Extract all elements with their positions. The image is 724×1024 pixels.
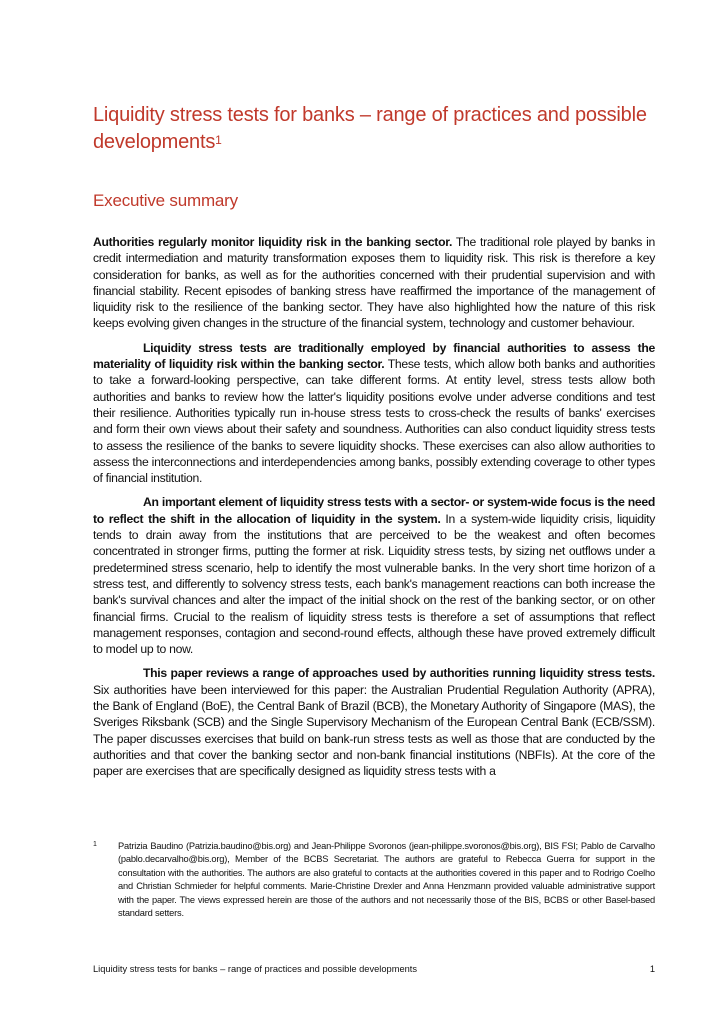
section-heading: Executive summary [93, 191, 238, 210]
paragraph-text: Six authorities have been interviewed for this paper: the Australian Prudential Regulation Authority (APRA), the Bank of England (BoE), the Central Bank of Brazil (BCB), the Monetary Authority of Singapore (MAS), the Sveriges Riksbank (SCB) and the Single Supervisory Mechanism of the European Central Bank (ECB/SSM). The paper discusses exercises that build on bank-run stress tests as well as those that are conducted by the authorities and that cover the banking sector and non-bank financial institutions (NBFIs). At the core of the paper are exercises that are specifically designed as liquidity stress tests with a [93, 682, 655, 779]
paragraph-lead: An important element of liquidity stress tests with a sector- or system-wide focus is the need to reflect the shift in the allocation of liquidity in the system. [93, 495, 655, 526]
paragraph [93, 234, 655, 332]
paragraph-text: The traditional role played by banks in credit intermediation and maturity transformation exposes them to liquidity risk. This risk is therefore a key consideration for banks, as well as for the authorities concerned with their prudential supervision and with financial stability. Recent episodes of banking stress have reaffirmed the importance of the management of liquidity risk to the resilience of the banking sector. They have also highlighted how the nature of this risk keeps evolving given changes in the structure of the financial system, technology and customer behaviour. [93, 235, 655, 331]
page-number: 1 [649, 964, 655, 974]
paragraph-text: These tests, which allow both banks and authorities to take a forward-looking perspective, can take different forms. At entity level, stress tests allow both authorities and banks to review how the latter's liquidity positions evolve under adverse conditions and test their resilience. Authorities typically run in-house stress tests to cross-check the results of banks' exercises and form their own views about their safety and soundness. Authorities can also conduct liquidity stress tests to assess the resilience of the banks to severe liquidity shocks. These exercises can also allow authorities to assess the interconnections and interdependencies among banks, possibly extending coverage to other types of financial institution. [93, 357, 655, 486]
paragraph [93, 340, 655, 487]
title-text: Liquidity stress tests for banks – range of practices and possible developments [93, 104, 647, 153]
footnote [93, 840, 655, 920]
running-title: Liquidity stress tests for banks – range of practices and possible developments [93, 964, 418, 974]
body-text [93, 234, 655, 788]
paragraph [93, 665, 655, 779]
paragraph [93, 494, 655, 657]
paragraph-text: In a system-wide liquidity crisis, liquidity tends to drain away from the institutions that are perceived to be the weakest and often becomes concentrated in stronger firms, putting the former at risk. Liquidity stress tests, by sizing net outflows under a predetermined stress scenario, help to identify the most vulnerable banks. In the very short time horizon of a stress test, and differently to solvency stress tests, each bank's management reactions can both increase the bank's survival chances and alter the impact of the initial shock on the rest of the banking sector, or on other financial firms. Crucial to the realism of liquidity stress tests is therefore a set of assumptions that reflect management responses, contagion and second-round effects, although these have proved extremely difficult to model up to now. [93, 511, 655, 657]
footnote-text: Patrizia Baudino (Patrizia.baudino@bis.org) and Jean-Philippe Svoronos (jean-philippe.svoronos@bis.org), BIS FSI; Pablo de Carvalho (pablo.decarvalho@bis.org), Member of the BCBS Secretariat. The authors are grateful to Rebecca Guerra for support in the consultation with the authorities. The authors are also grateful to contacts at the authorities covered in this paper and to Rodrigo Coelho and Christian Schmieder for helpful comments. Marie-Christine Drexler and Anna Henzmann provided valuable administrative support with the paper. The views expressed herein are those of the authors and not necessarily those of the BIS, BCBS or other Basel-based standard setters. [118, 841, 655, 919]
paragraph-lead: This paper reviews a range of approaches used by authorities running liquidity stress tests. [143, 666, 655, 681]
page-footer [93, 964, 655, 974]
footnote-ref[interactable]: 1 [215, 133, 222, 147]
document-title [93, 102, 663, 156]
paragraph-lead: Authorities regularly monitor liquidity risk in the banking sector. [93, 235, 453, 249]
footnote-number: 1 [93, 841, 97, 848]
paragraph-lead: Liquidity stress tests are traditionally employed by financial authorities to assess the materiality of liquidity risk within the banking sector. [93, 340, 655, 372]
